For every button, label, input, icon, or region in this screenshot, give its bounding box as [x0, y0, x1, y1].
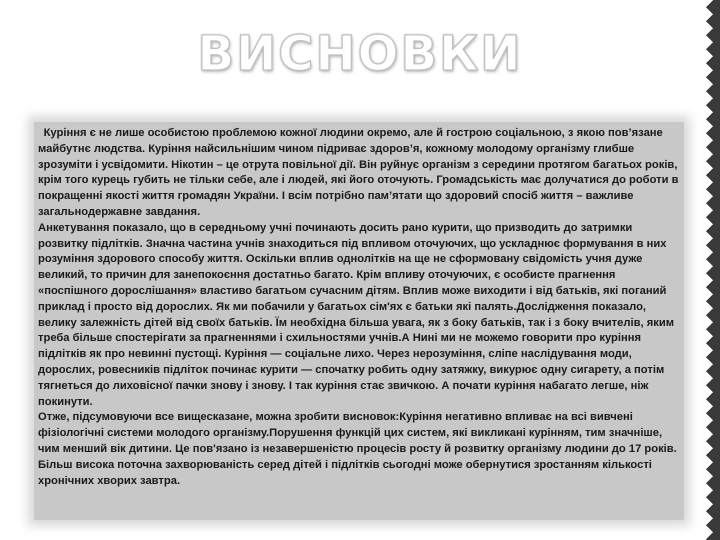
conclusions-text	[38, 126, 682, 489]
paragraph-1: Куріння є не лише особистою проблемою кожної людини окремо, але й гострою соціальною, з якою пов’язане майбутнє людства. Куріння найсильнішим чином підриває здоров’я, кожному молодому організму глибше зрозуміти і усвідомити. Нікотин – це отрута повільної дії. Він руйнує організм з середини протягом багатьох років, крім того курець губить не тільки себе, але і людей, які його оточують. Громадськість має долучатися до роботи в покращенні якості життя громадян України. І всім потрібно пам’ятати що здоровий спосіб життя – важливе загальнодержавне завдання.	[38, 127, 679, 218]
paragraph-2: Анкетування показало, що в середньому учні починають досить рано курити, що призводить до затримки розвитку підлітків. Значна частина учнів знаходиться під впливом оточуючих, що ускладнює формування в них розуміння здорового способу життя. Оскільки вплив однолітків на ще не сформовану свідомість учня дуже великий, то причин для занепокоєння достатньо багато. Крім впливу оточуючих, є особисте прагнення «поспішного дорослішання» властиво багатьом сучасним дітям. Вплив може виходити і від батьків, які поганий приклад і просто від дорослих. Як ми побачили у багатьох сім'ях є батьки які палять.Дослідження показало, велику залежність дітей від своїх батьків. Їм необхідна більша увага, як з боку батьків, так і з боку вчителів, яким треба більше спостерігати за прагненнями і схильностями учнів.А Нині ми не можемо говорити про куріння підлітків як про невинні пустощі. Куріння — соціальне лихо. Через нерозуміння, сліпе наслідування моди, дорослих, ровесників підліток починає курити — спочатку робить одну затяжку, викурює одну сигарету, а потім тягнеться до лиховісної пачки знову і знову. І так куріння стає звичкою. А почати куріння набагато легше, ніж покинути.	[38, 221, 674, 408]
paragraph-3: Отже, підсумовуючи все вищесказане, можна зробити висновок:Куріння негативно впливає на всі вивчені фізіологічні системи молодого організму.Порушення функцій цих систем, які викликані курінням, тим значніше, чим менший вік дитини. Це пов'язано із незавершеністю процесів росту й розвитку організму людини до 17 років. Більш висока поточна захворюваність серед дітей і підлітків сьогодні може обернутися зростанням кількості хронічних хворих завтра.	[38, 411, 677, 487]
slide-title: ВИСНОВКИ	[197, 26, 523, 82]
